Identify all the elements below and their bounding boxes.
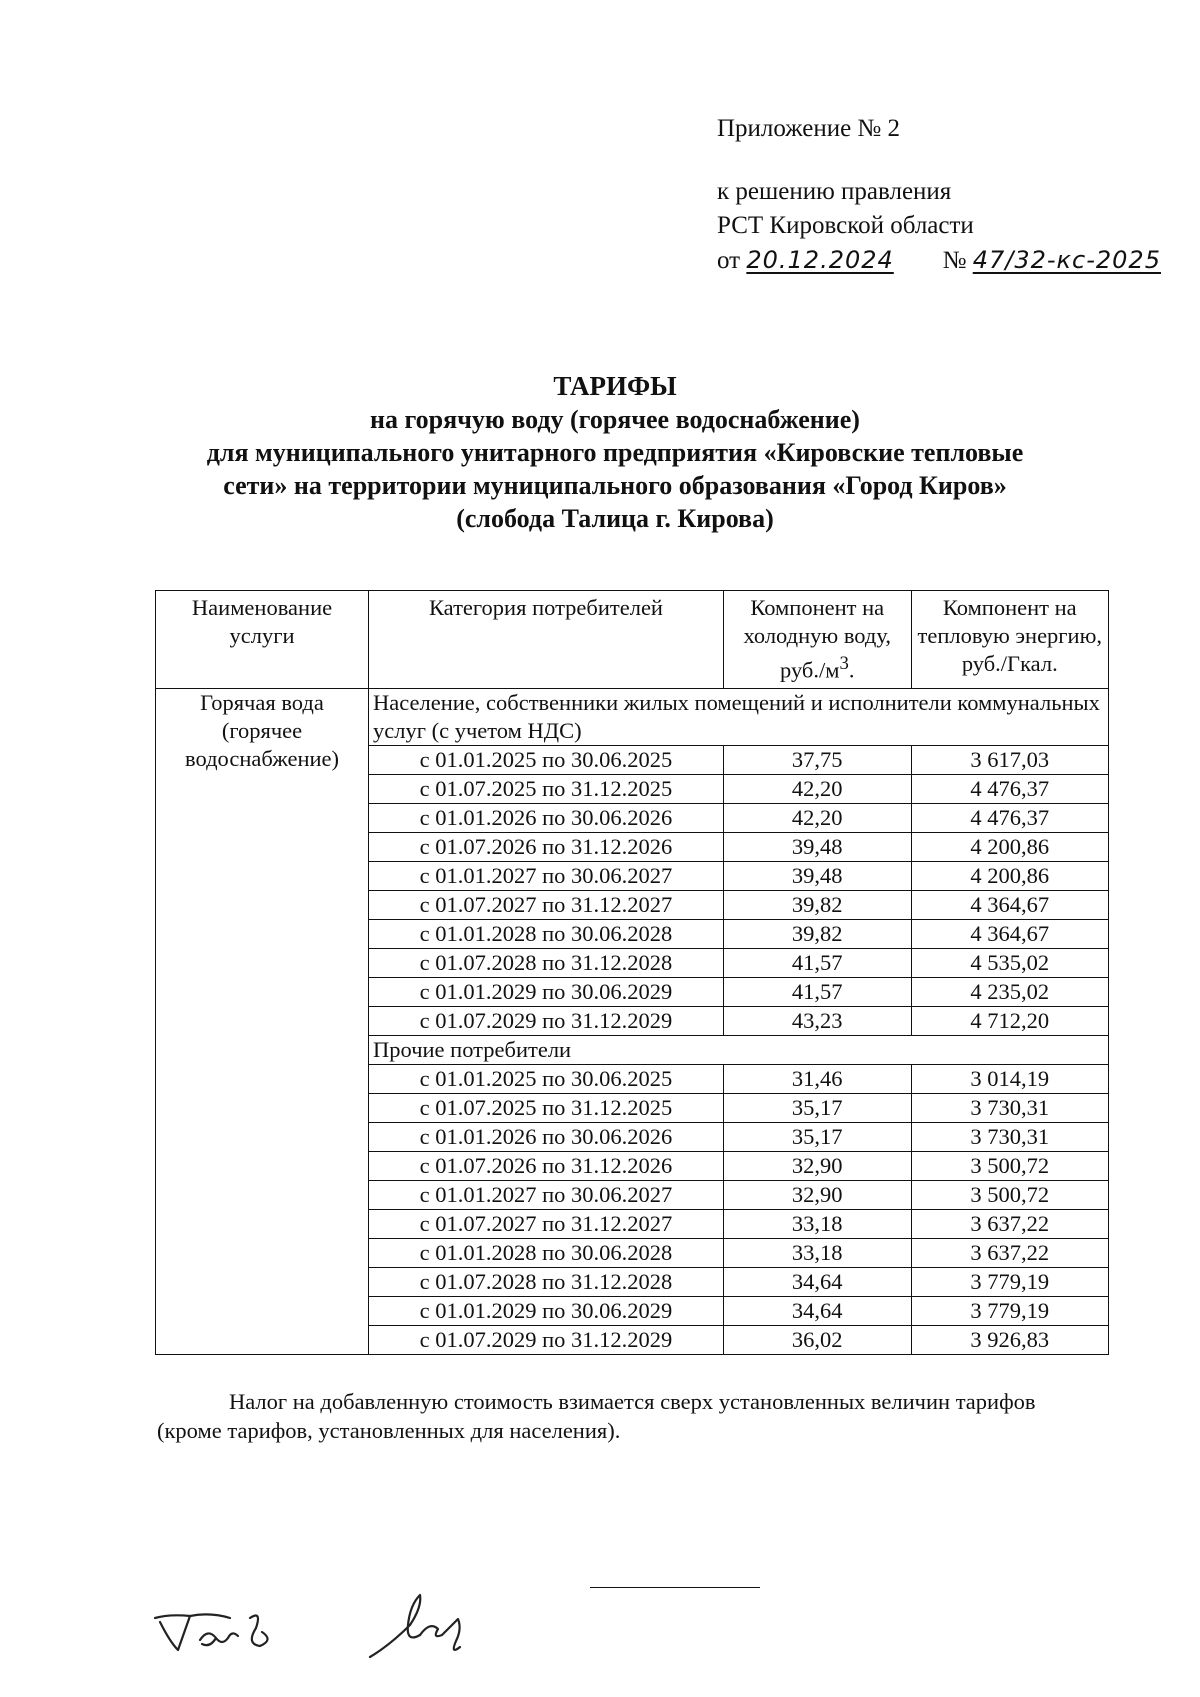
from-label: от [717, 247, 741, 274]
heat-cell: 4 235,02 [911, 977, 1108, 1006]
cold-water-cell: 39,48 [723, 861, 911, 890]
period-cell: с 01.01.2026 по 30.06.2026 [369, 1122, 724, 1151]
period-cell: с 01.01.2027 по 30.06.2027 [369, 861, 724, 890]
cold-water-cell: 37,75 [723, 745, 911, 774]
tariff-table [155, 590, 1109, 1355]
heat-cell: 4 200,86 [911, 861, 1108, 890]
cold-water-cell: 31,46 [723, 1064, 911, 1093]
heat-cell: 4 476,37 [911, 803, 1108, 832]
cold-water-cell: 43,23 [723, 1006, 911, 1035]
heat-cell: 4 535,02 [911, 948, 1108, 977]
period-cell: с 01.01.2025 по 30.06.2025 [369, 1064, 724, 1093]
cold-water-cell: 42,20 [723, 774, 911, 803]
heat-cell: 4 476,37 [911, 774, 1108, 803]
title-line-5: (слобода Талица г. Кирова) [456, 504, 774, 533]
signature-2 [360, 1585, 490, 1670]
cold-water-cell: 39,82 [723, 890, 911, 919]
heat-cell: 3 637,22 [911, 1238, 1108, 1267]
cold-water-cell: 34,64 [723, 1296, 911, 1325]
appendix-number: Приложение № 2 [717, 115, 901, 142]
period-cell: с 01.01.2027 по 30.06.2027 [369, 1180, 724, 1209]
period-cell: с 01.01.2029 по 30.06.2029 [369, 1296, 724, 1325]
title-line-2: на горячую воду (горячее водоснабжение) [370, 405, 860, 434]
cold-water-cell: 34,64 [723, 1267, 911, 1296]
decision-number: 47/32-кс-2025 [972, 246, 1161, 274]
period-cell: с 01.01.2029 по 30.06.2029 [369, 977, 724, 1006]
header-cold-water: Компонент на холодную воду, $руб./м^3$. [723, 591, 911, 689]
footnote-line-2: (кроме тарифов, установленных для населения). [157, 1418, 621, 1443]
period-cell: с 01.07.2027 по 31.12.2027 [369, 890, 724, 919]
service-name: Горячая вода (горячее водоснабжение) [156, 688, 369, 1354]
heat-cell: 3 730,31 [911, 1093, 1108, 1122]
period-cell: с 01.07.2028 по 31.12.2028 [369, 1267, 724, 1296]
cold-water-cell: 33,18 [723, 1238, 911, 1267]
period-cell: с 01.07.2026 по 31.12.2026 [369, 832, 724, 861]
period-cell: с 01.01.2026 по 30.06.2026 [369, 803, 724, 832]
heat-cell: 4 712,20 [911, 1006, 1108, 1035]
consumer-group: Население, собственники жилых помещений и исполнители коммунальных услуг (с учетом НДС) [369, 688, 1109, 745]
header-category: Категория потребителей [369, 591, 724, 689]
period-cell: с 01.07.2027 по 31.12.2027 [369, 1209, 724, 1238]
period-cell: с 01.07.2029 по 31.12.2029 [369, 1325, 724, 1354]
heat-cell: 3 730,31 [911, 1122, 1108, 1151]
appendix-authority: РСТ Кировской области [717, 212, 974, 239]
cold-water-cell: 42,20 [723, 803, 911, 832]
heat-cell: 3 926,83 [911, 1325, 1108, 1354]
heat-cell: 3 637,22 [911, 1209, 1108, 1238]
period-cell: с 01.07.2028 по 31.12.2028 [369, 948, 724, 977]
heat-cell: 3 779,19 [911, 1296, 1108, 1325]
table-header-row [156, 591, 1109, 689]
cold-water-cell: 32,90 [723, 1151, 911, 1180]
consumer-group: Прочие потребители [369, 1035, 1109, 1064]
heat-cell: 3 779,19 [911, 1267, 1108, 1296]
period-cell: с 01.01.2028 по 30.06.2028 [369, 919, 724, 948]
period-cell: с 01.01.2025 по 30.06.2025 [369, 745, 724, 774]
period-cell: с 01.07.2025 по 31.12.2025 [369, 1093, 724, 1122]
signature-1 [150, 1600, 290, 1675]
heat-cell: 4 364,67 [911, 919, 1108, 948]
cold-water-cell: 35,17 [723, 1093, 911, 1122]
cold-water-cell: 35,17 [723, 1122, 911, 1151]
heat-cell: 4 364,67 [911, 890, 1108, 919]
heat-cell: 3 500,72 [911, 1180, 1108, 1209]
period-cell: с 01.01.2028 по 30.06.2028 [369, 1238, 724, 1267]
title-line-4: сети» на территории муниципального образования «Город Киров» [223, 471, 1007, 500]
header-heat: Компонент на тепловую энергию, руб./Гкал. [911, 591, 1108, 689]
cold-water-cell: 39,82 [723, 919, 911, 948]
decision-date: 20.12.2024 [746, 246, 894, 274]
heat-cell: 3 014,19 [911, 1064, 1108, 1093]
number-label: № [942, 247, 967, 274]
document-title [150, 370, 1080, 535]
header-service: Наименование услуги [156, 591, 369, 689]
cold-water-cell: 33,18 [723, 1209, 911, 1238]
cold-water-cell: 36,02 [723, 1325, 911, 1354]
appendix-decision: к решению правления [717, 178, 952, 205]
group-row [156, 688, 1109, 745]
appendix-block [717, 112, 1173, 278]
cold-water-cell: 41,57 [723, 948, 911, 977]
cold-water-cell: 32,90 [723, 1180, 911, 1209]
title-main: ТАРИФЫ [553, 371, 677, 401]
vat-footnote [157, 1387, 1109, 1445]
heat-cell: 3 617,03 [911, 745, 1108, 774]
heat-cell: 4 200,86 [911, 832, 1108, 861]
heat-cell: 3 500,72 [911, 1151, 1108, 1180]
appendix-date-number [717, 243, 1173, 278]
end-divider [590, 1587, 760, 1588]
period-cell: с 01.07.2025 по 31.12.2025 [369, 774, 724, 803]
cold-water-cell: 41,57 [723, 977, 911, 1006]
period-cell: с 01.07.2026 по 31.12.2026 [369, 1151, 724, 1180]
footnote-line-1: Налог на добавленную стоимость взимается сверх установленных величин тарифов [229, 1389, 1036, 1414]
title-line-3: для муниципального унитарного предприятия «Кировские тепловые [206, 438, 1024, 467]
cold-water-cell: 39,48 [723, 832, 911, 861]
period-cell: с 01.07.2029 по 31.12.2029 [369, 1006, 724, 1035]
